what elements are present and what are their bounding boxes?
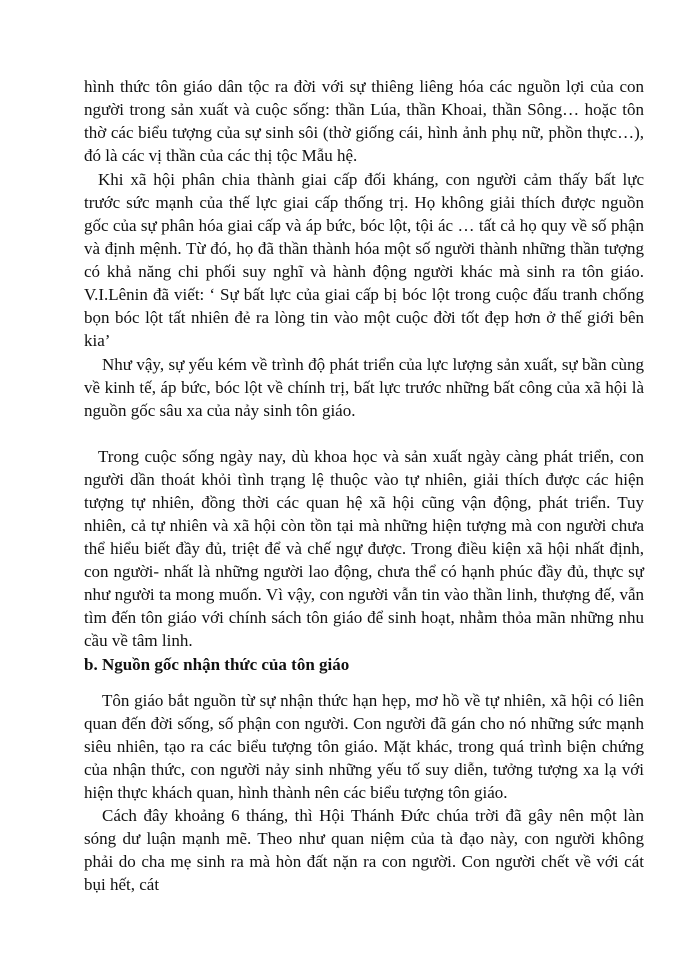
paragraph-cognitive-roots: Tôn giáo bắt nguồn từ sự nhận thức hạn hẹp, mơ hồ về tự nhiên, xã hội có liên quan đến đời sống, số phận con người. Con người đã gán cho nó những sức mạnh siêu nhiên, tạo ra các biểu tượng tôn giáo. Mặt khác, trong quá trình biện chứng của nhận thức, con người nảy sinh những yếu tố suy diễn, tưởng tượng xa lạ với hiện thực khách quan, hình thành nên các biểu tượng tôn giáo. <box>84 691 644 802</box>
paragraph-class-society: Khi xã hội phân chia thành giai cấp đối kháng, con người cảm thấy bất lực trước sức mạnh của thế lực giai cấp thống trị. Họ không giải thích được nguồn gốc của sự phân hóa giai cấp và áp bức, bóc lột, tội ác … tất cả họ quy về số phận và định mệnh. Từ đó, họ đã thần thành hóa một số người thành những thần tượng có khả năng chi phối suy nghĩ và hành động người khác mà sinh ra tôn giáo. V.I.Lênin đã viết: ‘ Sự bất lực của giai cấp bị bóc lột trong cuộc đấu tranh chống bọn bóc lột tất nhiên đẻ ra lòng tin vào một cuộc đời tốt đẹp hơn ở thế giới bên kia’ <box>84 170 644 350</box>
paragraph-modern-life: Trong cuộc sống ngày nay, dù khoa học và sản xuất ngày càng phát triển, con người dần thoát khỏi tình trạng lệ thuộc vào tự nhiên, giải thích được các hiện tượng tự nhiên, đồng thời các quan hệ xã hội cũng vận động, phát triển. Tuy nhiên, cả tự nhiên và xã hội còn tồn tại mà những hiện tượng mà con người chưa thể hiểu biết đầy đủ, triệt để và chế ngự được. Trong điều kiện xã hội nhất định, con người- nhất là những người lao động, chưa thể có hạnh phúc đầy đủ, thực sự như người ta mong muốn. Vì vậy, con người vẫn tin vào thần linh, thượng đế, vẫn tìm đến tôn giáo với chính sách tôn giáo để sinh hoạt, nhằm thỏa mãn những nhu cầu về tâm linh. <box>84 447 644 650</box>
section-heading-cognitive-origins: b. Nguồn gốc nhận thức của tôn giáo <box>84 655 350 674</box>
paragraph-social-roots: Như vậy, sự yếu kém về trình độ phát triển của lực lượng sản xuất, sự bần cùng về kinh tế, áp bức, bóc lột về chính trị, bất lực trước những bất công của xã hội là nguồn gốc sâu xa của nảy sinh tôn giáo. <box>84 355 644 420</box>
paragraph-religion-origins: hình thức tôn giáo dân tộc ra đời với sự thiêng liêng hóa các nguồn lợi của con người trong sản xuất và cuộc sống: thần Lúa, thần Khoai, thần Sông… hoặc tôn thờ các biểu tượng của sự sinh sôi (thờ giống cái, hình ảnh phụ nữ, phồn thực…), đó là các vị thần của các thị tộc Mẫu hệ. <box>84 77 644 165</box>
paragraph-church-example: Cách đây khoảng 6 tháng, thì Hội Thánh Đức chúa trời đã gây nên một làn sóng dư luận mạnh mẽ. Theo như quan niệm của tà đạo này, con người không phải do cha mẹ sinh ra mà hòn đất nặn ra con người. Con người chết về với cát bụi hết, cát <box>84 806 644 894</box>
